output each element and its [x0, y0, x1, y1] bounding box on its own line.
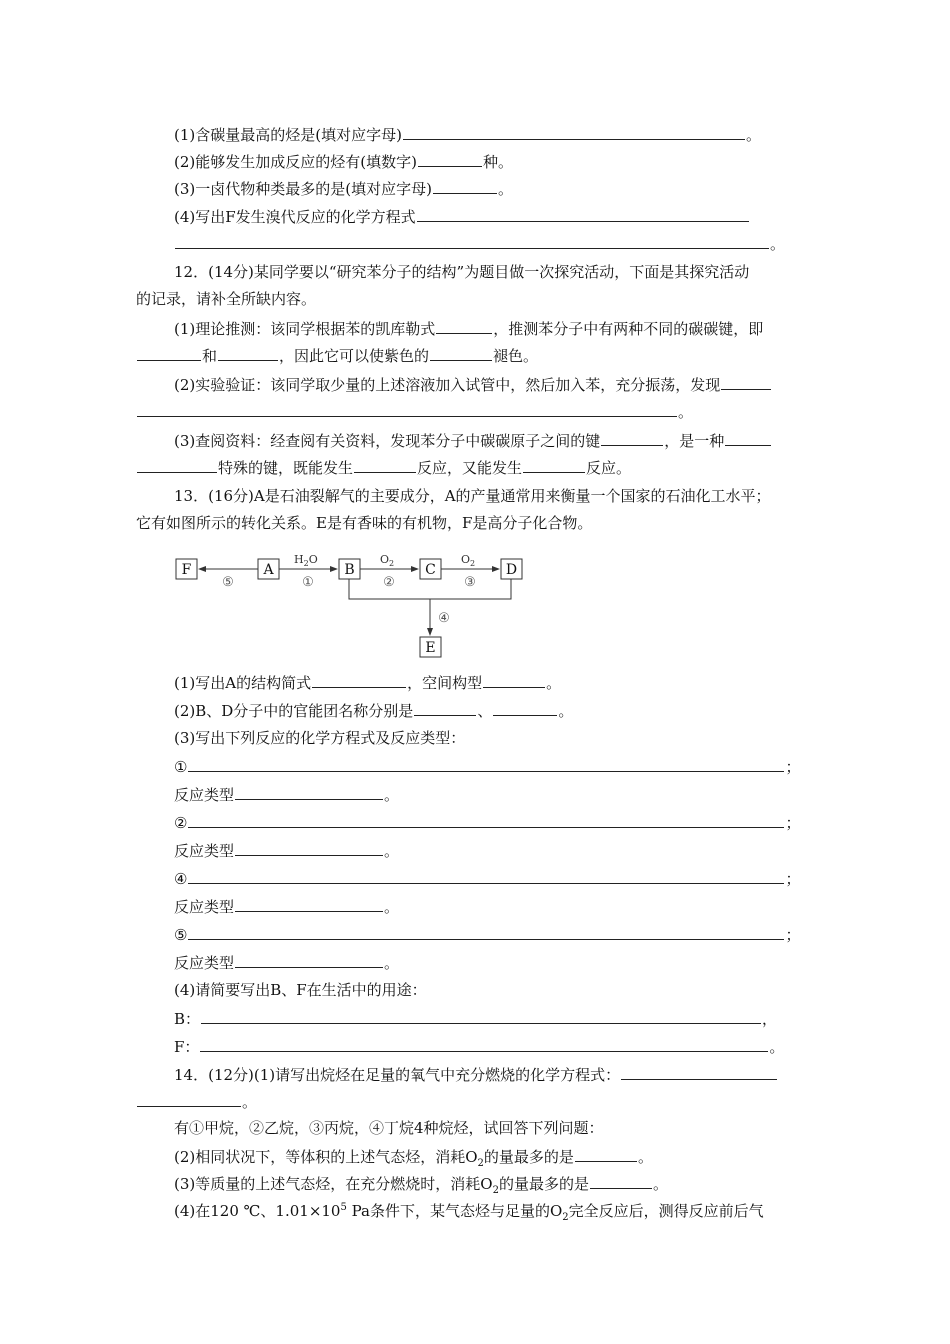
q13-heading: 13．(16分)A是石油裂解气的主要成分，A的产量通常用来衡量一个国家的石油化工水平； — [174, 487, 771, 505]
node-d: D — [505, 562, 518, 578]
answer-blank[interactable] — [235, 840, 383, 856]
q14-heading-cont: 。 — [136, 1091, 257, 1112]
q13-heading-cont: 它有如图所示的转化关系。E是有香味的有机物，F是高分子化合物。 — [136, 514, 593, 532]
answer-blank[interactable] — [188, 868, 784, 884]
q14-part4: (4)在120 ℃、$1.01\times 10^5$ Pa条件下，某气态烃与足量的$O_2$完全反应后，测得反应前后气 — [174, 1202, 764, 1223]
answer-blank[interactable] — [175, 233, 769, 249]
arrowhead-b — [330, 566, 338, 572]
q11-part4-cont: 。 — [174, 233, 785, 254]
answer-blank[interactable] — [137, 401, 677, 417]
answer-blank[interactable] — [188, 924, 784, 940]
reagent-o2-2: $O_2$ — [461, 553, 476, 568]
q12-part3: (3)查阅资料：经查阅有关资料，发现苯分子中碳碳原子之间的键 ，是一种 — [174, 430, 772, 451]
answer-blank[interactable] — [403, 124, 745, 140]
node-f: F — [181, 562, 192, 578]
q12-part1-cont: 和 ，因此它可以使紫色的 褪色。 — [136, 345, 538, 366]
q11-part3: (3)一卤代物种类最多的是(填对应字母) 。 — [174, 180, 513, 198]
step-1: ① — [302, 575, 314, 590]
q14-part3: (3)等质量的上述气态烃，在充分燃烧时，消耗$O_2$的量最多的是 。 — [174, 1175, 668, 1196]
arrowhead-f — [198, 566, 206, 572]
answer-blank[interactable] — [414, 700, 476, 716]
arrowhead-c — [411, 566, 419, 572]
q13-part3: (3)写出下列反应的化学方程式及反应类型： — [174, 729, 466, 747]
q13-eq-5: ⑤ ； — [174, 926, 801, 944]
q14-heading: 14．(12分)(1)请写出烷烃在足量的氧气中充分燃烧的化学方程式： — [174, 1064, 778, 1085]
answer-blank[interactable] — [590, 1173, 652, 1189]
q11-part4: (4)写出F发生溴代反应的化学方程式 — [174, 206, 750, 227]
q13-part4: (4)请简要写出B、F在生活中的用途： — [174, 981, 427, 999]
answer-blank[interactable] — [725, 430, 771, 446]
answer-blank[interactable] — [417, 206, 749, 222]
reagent-o2-1: $O_2$ — [380, 553, 395, 568]
answer-blank[interactable] — [235, 896, 383, 912]
answer-blank[interactable] — [493, 700, 557, 716]
node-e: E — [425, 640, 436, 656]
q13-type-5: 反应类型 。 — [174, 954, 400, 972]
q11-part1: (1)含碳量最高的烃是(填对应字母) 。 — [174, 126, 761, 144]
q13-eq-4: ④ ； — [174, 870, 801, 888]
q12-part2-cont: 。 — [136, 401, 693, 422]
q11-part2: (2)能够发生加成反应的烃有(填数字) 种。 — [174, 153, 513, 171]
reaction-diagram — [170, 553, 530, 667]
node-c: C — [425, 562, 436, 578]
step-5: ⑤ — [222, 575, 234, 590]
answer-blank[interactable] — [235, 784, 383, 800]
answer-blank[interactable] — [436, 318, 492, 334]
answer-blank[interactable] — [621, 1064, 777, 1080]
arrowhead-e — [427, 628, 433, 636]
q13-eq-2: ② ； — [174, 814, 801, 832]
arrowhead-d — [492, 566, 500, 572]
q12-part3-cont: 特殊的键，既能发生 反应，又能发生 反应。 — [136, 457, 631, 478]
answer-blank[interactable] — [137, 345, 201, 361]
reagent-h2o: $H_2O$ — [294, 553, 318, 568]
q14-part2: (2)相同状况下，等体积的上述气态烃，消耗$O_2$的量最多的是 。 — [174, 1148, 653, 1169]
answer-blank[interactable] — [137, 1091, 241, 1107]
step-4: ④ — [438, 611, 450, 626]
q12-part1: (1)理论推测：该同学根据苯的凯库勒式 ，推测苯分子中有两种不同的碳碳键，即 — [174, 320, 764, 338]
answer-blank[interactable] — [354, 457, 416, 473]
node-a: A — [263, 562, 274, 578]
answer-blank[interactable] — [483, 672, 545, 688]
q13-use-f: F： 。 — [174, 1038, 785, 1056]
q13-part2: (2)B、D分子中的官能团名称分别是 、 。 — [174, 702, 574, 720]
answer-blank[interactable] — [721, 374, 771, 390]
answer-blank[interactable] — [312, 672, 406, 688]
q13-part1: (1)写出A的结构简式 ，空间构型 。 — [174, 674, 562, 692]
step-3: ③ — [464, 575, 476, 590]
q13-type-4: 反应类型 。 — [174, 898, 400, 916]
answer-blank[interactable] — [523, 457, 585, 473]
connector-b-d — [349, 579, 511, 599]
answer-blank[interactable] — [200, 1036, 768, 1052]
answer-blank[interactable] — [430, 345, 492, 361]
answer-blank[interactable] — [235, 952, 383, 968]
answer-blank[interactable] — [218, 345, 278, 361]
answer-blank[interactable] — [433, 178, 497, 194]
step-2: ② — [383, 575, 395, 590]
answer-blank[interactable] — [601, 430, 663, 446]
answer-blank[interactable] — [201, 1008, 761, 1024]
answer-blank[interactable] — [188, 812, 784, 828]
q13-type-1: 反应类型 。 — [174, 786, 400, 804]
q13-eq-1: ① ； — [174, 758, 801, 776]
answer-blank[interactable] — [418, 151, 482, 167]
answer-blank[interactable] — [188, 756, 784, 772]
q13-type-2: 反应类型 。 — [174, 842, 400, 860]
answer-blank[interactable] — [137, 457, 217, 473]
node-b: B — [344, 562, 355, 578]
q12-heading-cont: 的记录，请补全所缺内容。 — [136, 290, 317, 308]
q12-heading: 12．(14分)某同学要以“研究苯分子的结构”为题目做一次探究活动，下面是其探究活动 — [174, 263, 750, 281]
q14-intro: 有①甲烷，②乙烷，③丙烷，④丁烷4种烷烃，试回答下列问题： — [174, 1119, 604, 1137]
q13-use-b: B： ， — [174, 1010, 778, 1028]
answer-blank[interactable] — [575, 1146, 637, 1162]
q12-part2: (2)实验验证：该同学取少量的上述溶液加入试管中，然后加入苯，充分振荡，发现 — [174, 374, 772, 395]
reaction-diagram-svg — [170, 553, 530, 663]
